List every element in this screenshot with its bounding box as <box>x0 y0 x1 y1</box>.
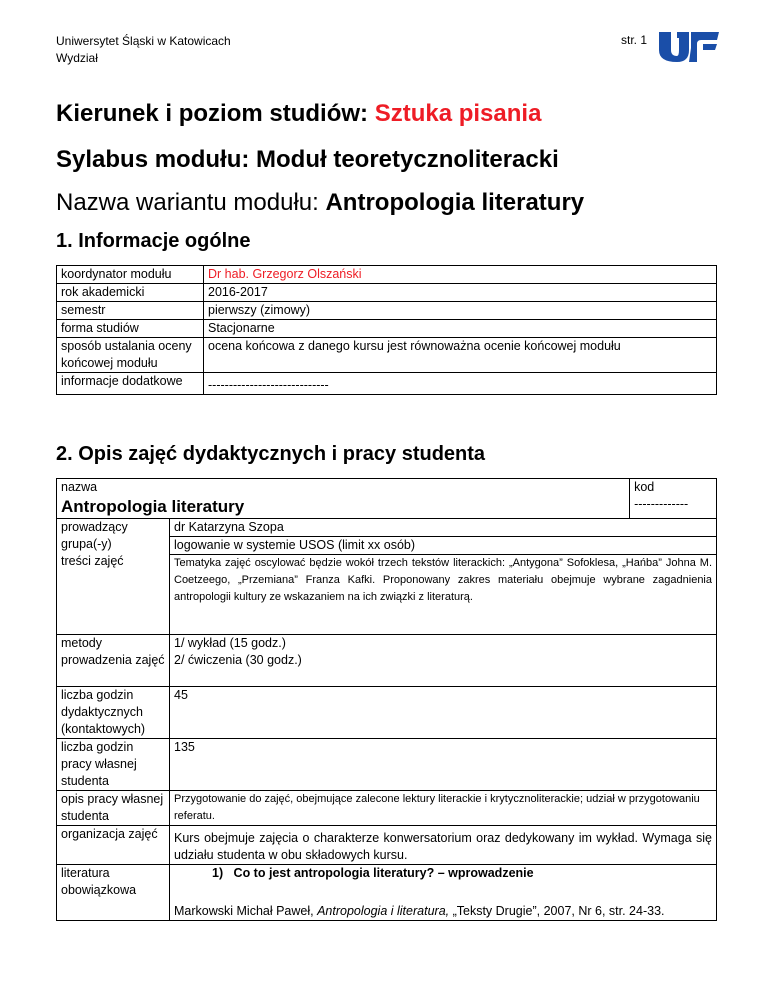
module-variant-name: Antropologia literatury <box>325 189 585 216</box>
methods-key: metody prowadzenia zajęć <box>57 635 170 687</box>
literature-item-heading: 1) Co to jest antropologia literatury? – wprowadzenie <box>212 866 534 880</box>
table-row <box>57 687 717 739</box>
table-row <box>57 635 717 687</box>
info-key: rok akademicki <box>57 284 204 302</box>
info-key: informacje dodatkowe <box>57 373 204 395</box>
table-row <box>57 865 717 921</box>
info-key: semestr <box>57 302 204 320</box>
section1-heading: 1. Informacje ogólne <box>56 230 251 252</box>
own-work-key: opis pracy własnej studenta <box>57 791 170 826</box>
literature-entry-title: Antropologia i literatura, <box>317 904 450 918</box>
literature-entry: Markowski Michał Paweł, Antropologia i literatura, „Teksty Drugie”, 2007, Nr 6, str. 24-33. <box>174 904 665 918</box>
own-hours-value: 135 <box>170 739 717 791</box>
table-row <box>57 519 717 635</box>
own-hours-key: liczba godzin pracy własnej studenta <box>57 739 170 791</box>
university-logo-icon <box>657 28 721 64</box>
organization-key: organizacja zajęć <box>57 826 170 865</box>
contact-hours-key: liczba godzin dydaktycznych (kontaktowych) <box>57 687 170 739</box>
course-name-cell <box>57 479 630 519</box>
methods-line-1: 1/ wykład (15 godz.) <box>174 636 286 650</box>
info-key: koordynator modułu <box>57 266 204 284</box>
table-row <box>57 826 717 865</box>
table-row <box>57 320 717 338</box>
table-row <box>57 338 717 373</box>
content-value: Tematyka zajęć oscylować będzie wokół trzech tekstów literackich: „Antygona” Sofoklesa, „Hańba” Johna M. Coetzeego, „Przemiana” Franza Kafki. Proponowany zakres materiału obejmuje wybrane zagadnienia antropologii kultury ze wskazaniem na ich związki z literaturą. <box>174 557 712 603</box>
page-number: str. 1 <box>621 33 648 47</box>
table-row <box>57 266 717 284</box>
page-header-left <box>56 33 231 67</box>
contact-hours-value: 45 <box>170 687 717 739</box>
group-value: logowanie w systemie USOS (limit xx osób) <box>170 537 716 555</box>
faculty-name: Wydział <box>56 51 98 65</box>
table-row <box>57 791 717 826</box>
lecturer-value: dr Katarzyna Szopa <box>170 519 716 537</box>
university-name: Uniwersytet Śląski w Katowicach <box>56 34 231 48</box>
methods-line-2: 2/ ćwiczenia (30 godz.) <box>174 653 302 667</box>
section2-heading: 2. Opis zajęć dydaktycznych i pracy studenta <box>56 443 486 465</box>
general-info-table <box>56 265 717 395</box>
info-key: forma studiów <box>57 320 204 338</box>
info-value: 2016-2017 <box>204 284 717 302</box>
name-label: nazwa <box>61 480 98 494</box>
module-variant-title: Nazwa wariantu modułu: Antropologia literatury <box>56 189 585 216</box>
table-row <box>57 302 717 320</box>
content-key: treści zajęć <box>61 554 124 568</box>
own-work-value: Przygotowanie do zajęć, obejmujące zalecone lektury literackie i krytycznoliterackie; udział w przygotowaniu referatu. <box>170 791 717 826</box>
lecturer-key: prowadzący <box>61 520 128 534</box>
course-name-row <box>57 479 717 519</box>
info-key: sposób ustalania oceny końcowej modułu <box>57 338 204 373</box>
study-field-name: Sztuka pisania <box>374 100 542 127</box>
syllabus-title: Sylabus modułu: Moduł teoretycznoliteracki <box>56 146 559 173</box>
info-value: Dr hab. Grzegorz Olszański <box>204 266 717 284</box>
code-cell <box>630 479 717 519</box>
study-field-title: Kierunek i poziom studiów: Sztuka pisania <box>56 100 542 127</box>
organization-value: Kurs obejmuje zajęcia o charakterze konwersatorium oraz dedykowany im wykład. Wymaga się udziału studenta w obu składowych kursu. <box>170 826 717 865</box>
course-name: Antropologia literatury <box>61 497 245 516</box>
table-row <box>57 284 717 302</box>
info-value: ----------------------------- <box>204 373 717 395</box>
info-value: Stacjonarne <box>204 320 717 338</box>
group-key: grupa(-y) <box>61 537 112 551</box>
info-value: pierwszy (zimowy) <box>204 302 717 320</box>
info-value: ocena końcowa z danego kursu jest równoważna ocenie końcowej modułu <box>204 338 717 373</box>
literature-key: literatura obowiązkowa <box>57 865 170 921</box>
code-label: kod <box>634 480 655 494</box>
table-row <box>57 373 717 395</box>
table-row <box>57 739 717 791</box>
course-description-table <box>56 478 717 921</box>
code-value: ------------- <box>634 497 689 511</box>
